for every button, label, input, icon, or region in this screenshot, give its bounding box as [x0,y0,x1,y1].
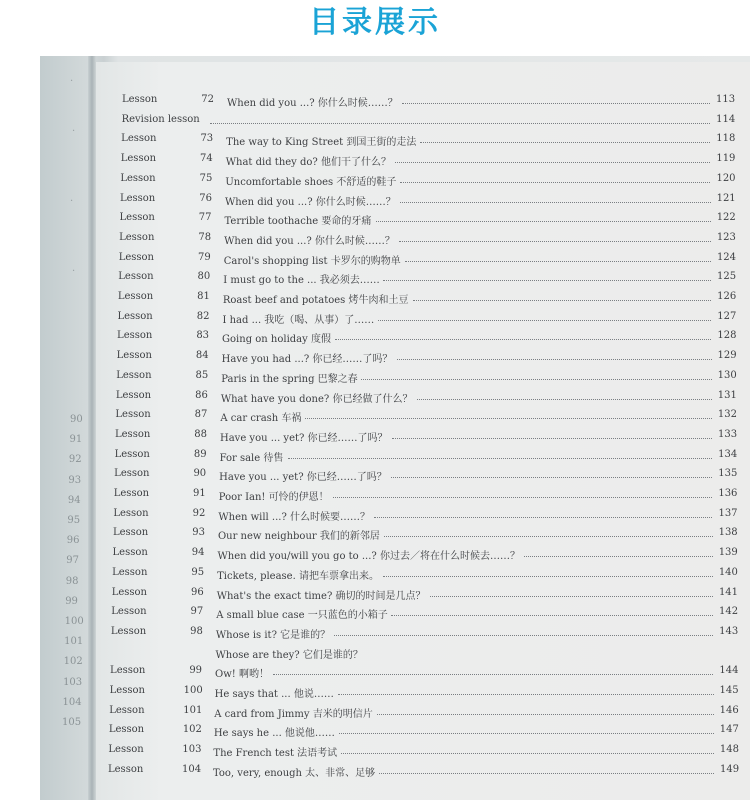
toc-lesson-number: 85 [195,369,209,381]
toc-lesson-label: Lesson [108,724,145,736]
toc-lesson-number: 77 [198,212,212,224]
toc-lesson-label: Lesson [114,468,150,480]
toc-lesson-label: Lesson [111,606,147,618]
toc-page-number: 146 [719,704,739,716]
toc-lesson-title: I had ... 我吃（喝、从事）了…… [222,314,375,326]
toc-lesson-label: Lesson [112,547,148,559]
toc-leader-dots [334,635,713,636]
toc-lesson-label: Lesson [120,172,156,184]
toc-lesson-title: What have you done? 你已经做了什么？ [220,393,413,405]
toc-lesson-number: 74 [200,153,213,165]
toc-lesson-title: He says he ... 他说他…… [213,728,335,740]
toc-row [118,271,739,289]
left-page-mark: · [70,76,74,87]
toc-lesson-label: Lesson [112,527,149,539]
toc-lesson-title: Have you had ...? 你已经……了吗？ [221,354,393,366]
toc-lesson-label: Lesson [115,389,152,401]
left-page-number: 101 [64,636,84,648]
toc-leader-dots [413,300,711,301]
toc-lesson-title: Ow! 啊哟！ [215,669,270,681]
toc-leader-dots [377,714,713,715]
toc-lesson-title: What's the exact time? 确切的时间是几点？ [216,590,426,602]
toc-lesson-number: 96 [190,586,204,598]
toc-row [114,488,741,506]
toc-lesson-label: Lesson [111,586,147,598]
toc-lesson-number: 79 [197,251,211,263]
toc-lesson-label: Lesson [119,231,155,243]
toc-page-number: 131 [717,389,737,401]
toc-row [108,764,742,782]
toc-leader-dots [402,103,710,104]
banner-title: 目录展示 [309,5,441,40]
toc-lesson-number: 73 [200,133,214,145]
toc-lesson-title: When did you ...? 你什么时候……？ [227,98,398,109]
left-page-number: 104 [62,696,82,708]
toc-row [112,587,741,605]
toc-page-number: 135 [718,468,738,480]
toc-lesson-number: 84 [195,350,209,362]
left-page-number: 92 [68,454,82,466]
toc-leader-dots [378,320,711,321]
toc-leader-dots [383,576,713,577]
toc-lesson-label: Lesson [116,350,152,362]
toc-lesson-number: 72 [201,94,214,105]
toc-lesson-label: Lesson [113,488,150,499]
toc-lesson-number: 95 [191,566,205,578]
toc-leader-dots [376,221,711,222]
toc-row [108,744,741,762]
toc-lesson-title: For sale 待售 [219,452,284,464]
toc-lesson-number: 97 [190,606,204,618]
toc-lesson-label: Lesson [110,625,147,637]
toc-row [121,153,739,171]
toc-lesson-label: Lesson [117,291,154,302]
toc-page-number: 121 [716,192,736,204]
toc-page-number: 148 [719,744,739,756]
toc-lesson-label: Revision lesson [121,113,200,125]
toc-lesson-title: A small blue case 一只蓝色的小箱子 [216,610,388,622]
toc-row [113,547,741,565]
toc-lesson-number: 103 [182,744,202,756]
toc-lesson-number: 86 [195,389,208,401]
toc-row [112,567,741,585]
toc-lesson-title: Terrible toothache 要命的牙痛 [224,216,372,228]
toc-row [119,252,739,270]
toc-lesson-title: Carol's shopping list 卡罗尔的购物单 [223,255,401,267]
left-page [40,56,92,800]
toc-leader-dots [417,399,712,400]
toc-lesson-number: 104 [182,763,202,775]
toc-lesson-label: Lesson [119,192,156,204]
toc-leader-dots [391,615,713,616]
toc-leader-dots [395,162,711,163]
left-page-number: 97 [66,555,79,567]
toc-row [109,705,741,723]
toc-lesson-title: Whose is it? 它是谁的？ [215,629,331,641]
toc-leader-dots [430,596,713,597]
toc-lesson-number: 102 [182,724,202,736]
toc-leader-dots [400,182,710,183]
toc-row [115,429,740,447]
toc-lesson-label: Lesson [116,369,152,381]
toc-page-number: 125 [717,271,737,283]
toc-lesson-number: 82 [196,310,210,322]
toc-lesson-label: Lesson [118,271,154,283]
toc-lesson-number: 93 [192,527,205,539]
toc-leader-dots [338,694,714,695]
toc-leader-dots [379,773,714,774]
left-page-number: 100 [64,616,84,627]
toc-lesson-title: He says that ... 他说…… [214,689,334,700]
toc-row [110,685,742,703]
left-page-number: 90 [70,414,83,425]
toc-page-number: 133 [718,428,738,440]
toc-lesson-title: When did you/will you go to ...? 你过去／将在什么时候去……？ [217,551,520,563]
toc-lesson-title: Have you ... yet? 你已经……了吗？ [219,472,387,484]
toc-leader-dots [524,556,713,557]
toc-lesson-label: Lesson [112,566,148,578]
toc-lesson-label: Lesson [120,153,157,165]
toc-leader-dots [361,379,711,380]
toc-page-number: 134 [718,448,738,460]
toc-leader-dots [420,142,710,143]
toc-page-number: 138 [718,527,738,539]
toc-row [110,665,741,683]
toc-lesson-label: Lesson [109,685,145,696]
toc-row [120,173,738,191]
toc-row [115,409,739,427]
toc-leader-dots [384,536,713,537]
toc-row [119,232,739,250]
toc-page-number: 126 [717,291,737,302]
toc-leader-dots [392,438,712,439]
book-photo [40,56,750,800]
toc-page-number: 142 [719,606,739,618]
toc-page-number: 139 [718,547,738,559]
toc-lesson-title: Roast beef and potatoes 烤牛肉和土豆 [222,295,409,306]
toc-lesson-title: Uncomfortable shoes 不舒适的鞋子 [225,176,397,188]
toc-leader-dots [405,261,711,262]
left-page-number: 94 [67,494,81,506]
toc-lesson-label: Lesson [118,251,154,263]
toc-lesson-label: Lesson [108,744,144,756]
toc-leader-dots [288,458,713,459]
toc-lesson-label: Lesson [113,507,149,519]
toc-lesson-title: Our new neighbour 我们的新邻居 [217,531,380,543]
toc-lesson-number: 76 [199,192,212,204]
toc-lesson-label: Lesson [115,409,151,421]
toc-page-number: 123 [716,231,736,243]
toc-row [122,114,739,132]
left-page-number: 98 [65,575,79,587]
left-page-mark: · [70,196,74,207]
toc-page-number: 124 [716,251,737,263]
toc-page-number: 132 [717,409,737,421]
toc-leader-dots [333,497,713,498]
toc-leader-dots [341,753,713,754]
toc-lesson-title: I must go to the ... 我必须去…… [223,275,380,287]
toc-lesson-title: When did you ...? 你什么时候……？ [224,235,395,247]
toc-lesson-label: Lesson [117,310,153,322]
left-page-number: 105 [62,717,82,728]
toc-lesson-number: 99 [189,665,203,677]
toc-leader-dots [273,674,713,675]
toc-page-number: 144 [719,665,739,677]
toc-row [115,449,741,467]
toc-page-number: 145 [719,685,739,696]
left-page-number: 93 [68,474,82,486]
toc-lesson-title: When will ...? 什么时候要……？ [218,511,371,523]
toc-row [114,468,740,486]
toc-lesson-title: Paris in the spring 巴黎之春 [221,373,358,385]
toc-leader-dots [374,517,712,518]
toc-page-number: 127 [717,310,737,322]
toc-page-number: 119 [716,153,736,165]
toc-lesson-title: Poor Ian! 可怜的伊恩！ [218,492,329,503]
toc-lesson-number: 91 [193,488,206,499]
toc-page-number: 114 [716,113,736,125]
toc-page-number: 143 [719,625,739,637]
toc-lesson-number: 100 [183,685,203,696]
left-page-mark: · [72,266,76,277]
toc-page-number: 120 [716,172,736,184]
toc-lesson-title: The French test 法语考试 [213,748,338,760]
toc-page [96,62,750,800]
toc-lesson-label: Lesson [109,704,145,716]
toc-row [111,626,741,644]
toc-lesson-number: 88 [194,428,207,440]
toc-row [116,390,740,408]
toc-row [116,370,739,388]
toc-lesson-label: Lesson [121,133,157,145]
toc-row [111,606,741,624]
toc-lesson-title: Too, very, enough 太、非常、足够 [213,767,376,779]
toc-lesson-number: 92 [192,507,206,519]
toc-lesson-number: 90 [193,468,207,480]
toc-page-number: 129 [717,350,737,362]
toc-row [121,133,738,151]
toc-page-number: 118 [716,133,736,145]
toc-lesson-label: Lesson [110,665,146,677]
toc-lesson-label: Lesson [122,94,158,105]
toc-lesson-title: The way to King Street 到国王街的走法 [226,137,417,149]
toc-lesson-title: When did you ...? 你什么时候……？ [224,196,396,208]
toc-lesson-number: 75 [199,172,213,184]
toc-lesson-number: 94 [191,547,205,559]
toc-lesson-title: A card from Jimmy 吉米的明信片 [214,708,373,720]
left-page-number: 91 [69,434,83,446]
toc-lesson-label: Lesson [114,448,150,460]
toc-page-number: 128 [717,330,737,342]
toc-leader-dots [383,280,711,281]
toc-leader-dots [397,359,712,360]
toc-lesson-title: A car crash 车祸 [220,413,302,425]
toc-row [120,193,739,211]
toc-row [113,508,740,526]
toc-row [122,94,738,112]
toc-lesson-title: Going on holiday 度假 [222,334,331,346]
toc-lesson-number: 101 [183,704,203,716]
toc-leader-dots [391,477,712,478]
toc-lesson-title: Have you ... yet? 你已经……了吗？ [220,432,388,444]
toc-leader-dots [399,241,711,242]
toc-row [117,350,740,368]
toc-row [110,646,741,664]
toc-row [118,291,739,309]
toc-page-number: 147 [719,724,739,736]
toc-row [117,330,739,348]
toc-lesson-label: Lesson [119,212,155,224]
left-page-number: 99 [65,595,78,607]
toc-page-number: 149 [720,763,740,775]
toc-row [120,212,739,230]
toc-lesson-number: 81 [197,291,210,302]
toc-row [109,724,742,742]
toc-lesson-title: Whose are they? 它们是谁的？ [215,649,363,661]
toc-lesson-label: Lesson [115,428,151,440]
toc-page-number: 141 [718,586,739,598]
left-page-number: 96 [66,535,80,547]
toc-page-number: 140 [718,566,738,578]
toc-page-number: 136 [718,488,738,499]
toc-leader-dots [400,202,711,203]
toc-lesson-title: Tickets, please. 请把车票拿出来。 [217,570,379,582]
book-spine [88,56,96,800]
toc-row [113,527,741,545]
toc-lesson-label: Lesson [117,330,153,342]
toc-lesson-number: 78 [198,231,212,243]
left-page-number: 103 [63,676,83,688]
left-page-number: 95 [67,515,81,526]
toc-page-number: 137 [718,507,738,519]
toc-leader-dots [305,418,711,419]
toc-lesson-label: Lesson [108,763,144,775]
toc-row [117,311,739,329]
toc-leader-dots [210,123,711,124]
toc-leader-dots [335,339,711,340]
left-page-mark: · [72,126,76,137]
toc-lesson-number: 87 [194,409,208,421]
left-page-number: 102 [63,656,83,668]
toc-page-number: 130 [717,369,737,381]
toc-lesson-number: 80 [197,271,211,283]
toc-leader-dots [339,733,714,734]
toc-lesson-number: 83 [196,330,210,342]
toc-page-number: 113 [716,94,736,105]
toc-lesson-number: 98 [190,625,203,637]
toc-lesson-number: 89 [193,448,207,460]
toc-lesson-title: What did they do? 他们干了什么？ [225,157,391,169]
toc-page-number: 122 [716,212,736,224]
banner [0,0,750,48]
